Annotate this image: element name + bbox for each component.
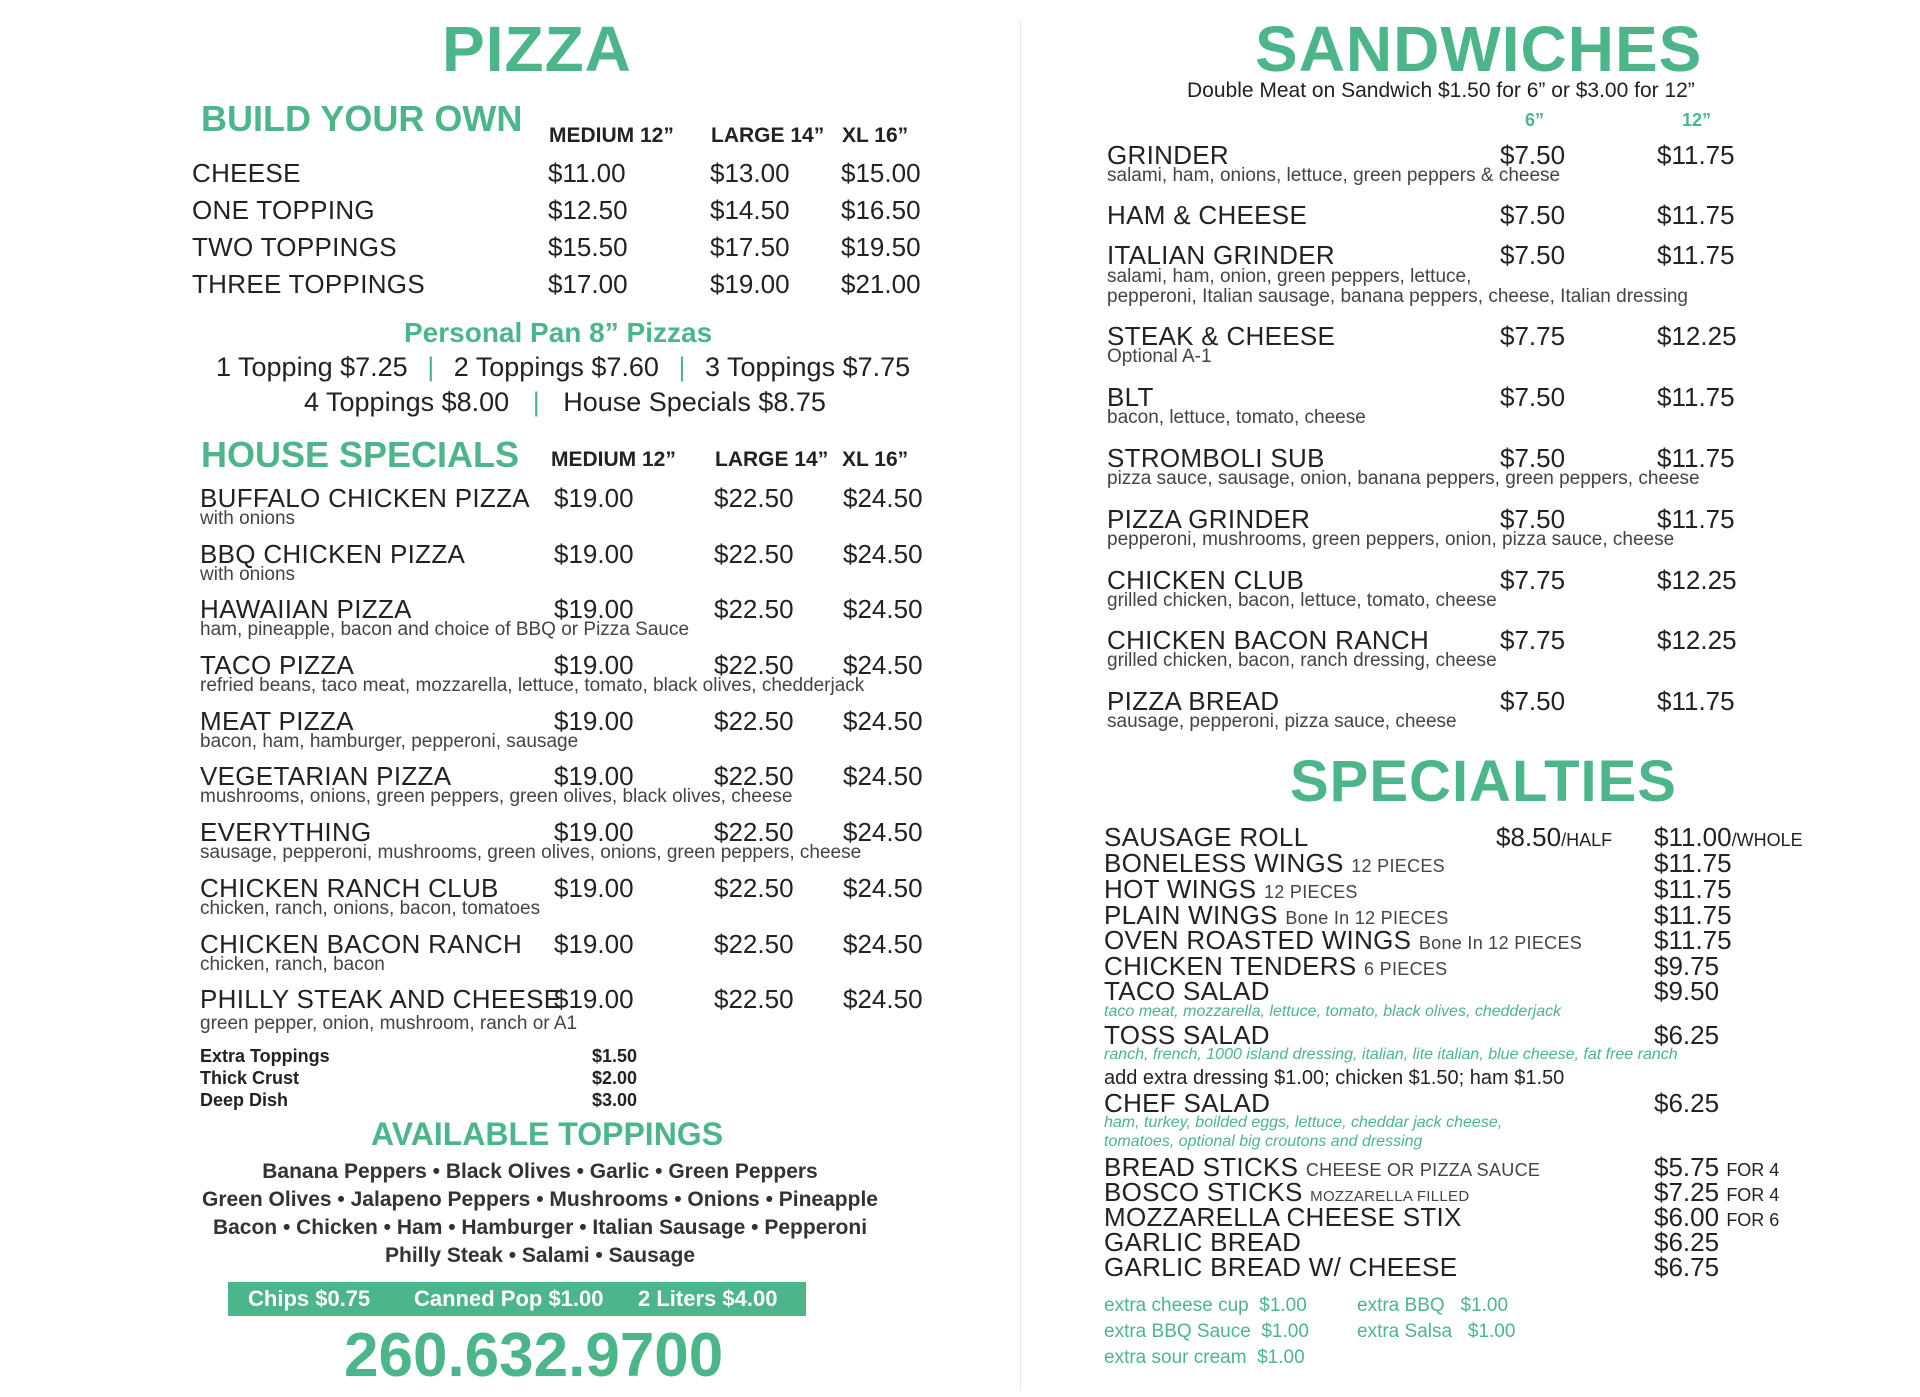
house-price-medium: $19.00 <box>554 761 634 791</box>
extra-item <box>1357 1321 1515 1343</box>
personal-pan-option: House Specials $8.75 <box>563 387 826 417</box>
whole-label: /WHOLE <box>1731 830 1803 850</box>
whole-price: $11.00 <box>1654 822 1732 852</box>
wings-qty: Bone In 12 PIECES <box>1418 933 1583 953</box>
house-price-medium: $19.00 <box>554 817 634 847</box>
wings-qty: Bone In 12 PIECES <box>1285 908 1449 928</box>
house-item-name: TACO PIZZA <box>200 650 355 680</box>
wings-price: $11.75 <box>1654 925 1732 955</box>
extra-name: Thick Crust <box>200 1068 300 1088</box>
chips-price: Chips $0.75 <box>248 1286 371 1311</box>
house-price-large: $22.50 <box>714 873 794 903</box>
separator: | <box>427 352 435 382</box>
house-item-name: HAWAIIAN PIZZA <box>200 594 412 624</box>
byo-price-large: $13.00 <box>710 158 790 188</box>
sandwich-price-6: $7.50 <box>1500 140 1566 170</box>
sandwich-price-12: $11.75 <box>1657 140 1735 170</box>
sandwich-price-12: $11.75 <box>1657 382 1735 412</box>
house-item-name: BBQ CHICKEN PIZZA <box>200 539 466 569</box>
house-col-xl: XL 16” <box>842 448 909 471</box>
sandwich-desc-line-2: pepperoni, Italian sausage, banana peppers, cheese, Italian dressing <box>1107 286 1688 307</box>
specialties-title: SPECIALTIES <box>1290 749 1677 814</box>
chef-salad-price: $6.25 <box>1654 1088 1720 1118</box>
extra-price: $1.00 <box>1259 1295 1307 1316</box>
bread-name: GARLIC BREAD <box>1104 1227 1302 1257</box>
house-item-desc: mushrooms, onions, green peppers, green olives, black olives, cheese <box>200 786 793 807</box>
taco-salad-name: TACO SALAD <box>1104 976 1270 1006</box>
extra-price: $1.50 <box>592 1046 638 1066</box>
personal-pan-line-2 <box>304 387 826 418</box>
house-price-medium: $19.00 <box>554 539 634 569</box>
sandwich-name: STEAK & CHEESE <box>1107 321 1336 351</box>
half-price: $8.50 <box>1496 822 1562 852</box>
house-item-name: PHILLY STEAK AND CHEESE <box>200 984 562 1014</box>
toss-salad-addons: add extra dressing $1.00; chicken $1.50; ham $1.50 <box>1104 1067 1565 1089</box>
house-item-desc: refried beans, taco meat, mozzarella, lettuce, tomato, black olives, chedderjack <box>200 675 865 696</box>
byo-price-xl: $15.00 <box>841 158 921 188</box>
extra-name: Extra Toppings <box>200 1046 330 1066</box>
extra-item <box>1104 1347 1305 1369</box>
house-item-desc: chicken, ranch, onions, bacon, tomatoes <box>200 898 541 919</box>
sandwich-price-6: $7.75 <box>1500 321 1566 351</box>
house-price-large: $22.50 <box>714 539 794 569</box>
sandwich-desc: bacon, lettuce, tomato, cheese <box>1107 407 1366 428</box>
sandwich-price-6: $7.50 <box>1500 200 1566 230</box>
house-price-medium: $19.00 <box>554 873 634 903</box>
extra-name: extra cheese cup <box>1104 1295 1249 1316</box>
extra-name: extra BBQ <box>1357 1295 1445 1316</box>
house-price-medium: $19.00 <box>554 929 634 959</box>
toppings-line: Philly Steak • Salami • Sausage <box>384 1244 696 1267</box>
house-price-large: $22.50 <box>714 483 794 513</box>
byo-col-large: LARGE 14” <box>711 124 825 147</box>
house-item-desc: bacon, ham, hamburger, pepperoni, sausage <box>200 731 579 752</box>
house-price-medium: $19.00 <box>554 706 634 736</box>
separator: | <box>532 387 540 417</box>
sandwich-price-12: $12.25 <box>1657 321 1737 351</box>
toss-salad-price: $6.25 <box>1654 1020 1720 1050</box>
sandwich-price-6: $7.75 <box>1500 625 1566 655</box>
drinks-bar <box>228 1282 806 1316</box>
byo-price-medium: $12.50 <box>548 195 628 225</box>
sandwich-name: GRINDER <box>1107 140 1229 170</box>
sandwich-name: ITALIAN GRINDER <box>1107 240 1335 270</box>
house-item-name: CHICKEN BACON RANCH <box>200 929 523 959</box>
extra-price: $1.00 <box>1261 1321 1309 1342</box>
taco-salad-desc: taco meat, mozzarella, lettuce, tomato, black olives, chedderjack <box>1104 1003 1562 1020</box>
bread-for: FOR 6 <box>1726 1210 1780 1230</box>
byo-price-xl: $21.00 <box>841 269 921 299</box>
byo-price-medium: $17.00 <box>548 269 628 299</box>
toppings-line: Bacon • Chicken • Ham • Hamburger • Italian Sausage • Pepperoni <box>212 1216 868 1239</box>
extra-name: extra Salsa <box>1357 1321 1453 1342</box>
house-price-medium: $19.00 <box>554 984 634 1014</box>
wings-price: $11.75 <box>1654 848 1732 878</box>
available-toppings-title: AVAILABLE TOPPINGS <box>371 1116 724 1152</box>
byo-price-medium: $15.50 <box>548 232 628 262</box>
wings-qty: 12 PIECES <box>1263 882 1358 902</box>
house-col-large: LARGE 14” <box>715 448 829 471</box>
house-price-large: $22.50 <box>714 817 794 847</box>
pizza-title: PIZZA <box>442 13 632 85</box>
sandwich-desc: salami, ham, onion, green peppers, lettuce, <box>1107 266 1472 287</box>
extra-price: $3.00 <box>592 1090 638 1110</box>
bread-name: BREAD STICKS <box>1104 1152 1299 1182</box>
sandwich-desc: sausage, pepperoni, pizza sauce, cheese <box>1107 711 1457 732</box>
phone-number[interactable]: 260.632.9700 <box>344 1321 724 1390</box>
byo-price-large: $19.00 <box>710 269 790 299</box>
house-item-name: VEGETARIAN PIZZA <box>200 761 452 791</box>
house-item-desc: with onions <box>200 564 296 585</box>
sandwich-price-12: $11.75 <box>1657 240 1735 270</box>
build-your-own-title: BUILD YOUR OWN <box>201 98 523 139</box>
sandwich-desc: grilled chicken, bacon, ranch dressing, cheese <box>1107 650 1497 671</box>
personal-pan-option: 4 Toppings $8.00 <box>304 387 510 417</box>
sandwich-price-12: $11.75 <box>1657 200 1735 230</box>
bread-price <box>1654 1252 1719 1283</box>
sandwich-price-12: $12.25 <box>1657 625 1737 655</box>
house-price-xl: $24.50 <box>843 594 923 624</box>
sandwich-price-6: $7.50 <box>1500 686 1566 716</box>
wings-name: OVEN ROASTED WINGS <box>1104 925 1412 955</box>
personal-pan-title: Personal Pan 8” Pizzas <box>404 317 713 348</box>
house-price-xl: $24.50 <box>843 929 923 959</box>
sandwich-col-6: 6” <box>1525 110 1545 130</box>
bread-name: GARLIC BREAD W/ CHEESE <box>1104 1252 1458 1282</box>
sandwich-name: PIZZA BREAD <box>1107 686 1280 716</box>
wings-name: BONELESS WINGS <box>1104 848 1344 878</box>
byo-row-name: TWO TOPPINGS <box>192 232 397 262</box>
sandwich-price-12: $11.75 <box>1657 504 1735 534</box>
personal-pan-line-1 <box>216 352 910 383</box>
house-item-name: EVERYTHING <box>200 817 372 847</box>
extra-price: $1.00 <box>1257 1347 1305 1368</box>
house-item-name: BUFFALO CHICKEN PIZZA <box>200 483 530 513</box>
bread-name: BOSCO STICKS <box>1104 1177 1303 1207</box>
house-col-medium: MEDIUM 12” <box>551 448 676 471</box>
bread-price-value: $6.25 <box>1654 1227 1720 1257</box>
page-fold-divider <box>1020 20 1021 1390</box>
bread-name: MOZZARELLA CHEESE STIX <box>1104 1202 1462 1232</box>
wings-qty: 6 PIECES <box>1364 959 1448 979</box>
byo-price-medium: $11.00 <box>548 158 626 188</box>
byo-col-xl: XL 16” <box>842 124 909 147</box>
sandwich-price-6: $7.50 <box>1500 382 1566 412</box>
byo-price-xl: $16.50 <box>841 195 921 225</box>
sandwich-price-6: $7.50 <box>1500 443 1566 473</box>
byo-row-name: THREE TOPPINGS <box>192 269 425 299</box>
toppings-line: Banana Peppers • Black Olives • Garlic • Green Peppers <box>262 1160 818 1183</box>
sandwich-col-12: 12” <box>1682 110 1712 130</box>
personal-pan-option: 1 Topping $7.25 <box>216 352 408 382</box>
sandwich-desc: grilled chicken, bacon, lettuce, tomato, cheese <box>1107 590 1497 611</box>
extra-item <box>1104 1321 1309 1343</box>
house-price-medium: $19.00 <box>554 483 634 513</box>
house-specials-title: HOUSE SPECIALS <box>201 434 520 475</box>
toss-salad-desc: ranch, french, 1000 island dressing, italian, lite italian, blue cheese, fat free ranch <box>1104 1046 1678 1063</box>
extra-name: extra BBQ Sauce <box>1104 1321 1251 1342</box>
wings-price: $9.75 <box>1654 951 1720 981</box>
wings-name: CHICKEN TENDERS <box>1104 951 1357 981</box>
sandwich-price-6: $7.50 <box>1500 240 1566 270</box>
house-price-xl: $24.50 <box>843 873 923 903</box>
sandwich-price-12: $11.75 <box>1657 686 1735 716</box>
chef-salad-desc-line-2: tomatoes, optional big croutons and dressing <box>1104 1133 1423 1150</box>
house-item-name: CHICKEN RANCH CLUB <box>200 873 499 903</box>
extra-price: $1.00 <box>1460 1295 1509 1316</box>
house-price-xl: $24.50 <box>843 761 923 791</box>
sandwich-desc: salami, ham, onions, lettuce, green peppers & cheese <box>1107 165 1561 186</box>
sandwich-desc: pepperoni, mushrooms, green peppers, onion, pizza sauce, cheese <box>1107 529 1675 550</box>
house-price-large: $22.50 <box>714 706 794 736</box>
house-item-name: MEAT PIZZA <box>200 706 354 736</box>
byo-price-large: $17.50 <box>710 232 790 262</box>
chef-salad-desc: ham, turkey, boilded eggs, lettuce, cheddar jack cheese, <box>1104 1114 1503 1131</box>
sandwich-name: BLT <box>1107 382 1154 412</box>
extra-price: $1.00 <box>1467 1321 1516 1342</box>
sandwich-name: CHICKEN BACON RANCH <box>1107 625 1430 655</box>
house-price-medium: $19.00 <box>554 650 634 680</box>
sandwich-desc: Optional A-1 <box>1107 346 1212 367</box>
bread-price-value: $5.75 <box>1654 1152 1720 1182</box>
sandwich-name: STROMBOLI SUB <box>1107 443 1325 473</box>
house-item-desc: with onions <box>200 508 296 529</box>
bread-price-value: $6.75 <box>1654 1252 1720 1282</box>
house-price-medium: $19.00 <box>554 594 634 624</box>
bread-for: FOR 4 <box>1726 1185 1780 1205</box>
chef-salad-name: CHEF SALAD <box>1104 1088 1271 1118</box>
house-item-desc: ham, pineapple, bacon and choice of BBQ or Pizza Sauce <box>200 619 690 640</box>
toppings-line: Green Olives • Jalapeno Peppers • Mushrooms • Onions • Pineapple <box>202 1188 878 1211</box>
house-price-xl: $24.50 <box>843 650 923 680</box>
sandwich-name: HAM & CHEESE <box>1107 200 1308 230</box>
bread-price-value: $6.00 <box>1654 1202 1720 1232</box>
wings-price: $11.75 <box>1654 874 1732 904</box>
byo-col-medium: MEDIUM 12” <box>549 124 674 147</box>
wings-price: $11.75 <box>1654 900 1732 930</box>
house-price-xl: $24.50 <box>843 817 923 847</box>
house-price-large: $22.50 <box>714 984 794 1014</box>
toss-salad-name: TOSS SALAD <box>1104 1020 1270 1050</box>
two-liters-price: 2 Liters $4.00 <box>638 1286 778 1311</box>
bread-qty: MOZZARELLA FILLED <box>1310 1188 1470 1205</box>
sandwich-desc: pizza sauce, sausage, onion, banana peppers, green peppers, cheese <box>1107 468 1700 489</box>
separator: | <box>678 352 686 382</box>
house-price-xl: $24.50 <box>843 984 923 1014</box>
half-label: /HALF <box>1561 830 1613 850</box>
taco-salad-price: $9.50 <box>1654 976 1720 1006</box>
extra-price: $2.00 <box>592 1068 638 1088</box>
wings-qty: 12 PIECES <box>1351 856 1445 876</box>
house-price-xl: $24.50 <box>843 539 923 569</box>
byo-row-name: CHEESE <box>192 158 301 188</box>
sausage-roll-name: SAUSAGE ROLL <box>1104 822 1309 852</box>
wings-name: PLAIN WINGS <box>1104 900 1278 930</box>
sandwich-name: CHICKEN CLUB <box>1107 565 1305 595</box>
house-item-desc: green pepper, onion, mushroom, ranch or A1 <box>200 1013 578 1034</box>
sandwich-price-6: $7.50 <box>1500 504 1566 534</box>
house-price-xl: $24.50 <box>843 706 923 736</box>
sandwich-name: PIZZA GRINDER <box>1107 504 1311 534</box>
bread-for: FOR 4 <box>1726 1160 1780 1180</box>
house-item-desc: sausage, pepperoni, mushrooms, green olives, onions, green peppers, cheese <box>200 842 862 863</box>
sandwich-price-12: $11.75 <box>1657 443 1735 473</box>
canned-pop-price: Canned Pop $1.00 <box>414 1286 604 1311</box>
house-price-large: $22.50 <box>714 929 794 959</box>
byo-price-xl: $19.50 <box>841 232 921 262</box>
extra-item <box>1104 1295 1307 1317</box>
house-price-xl: $24.50 <box>843 483 923 513</box>
sandwiches-title: SANDWICHES <box>1255 13 1703 85</box>
double-meat-note: Double Meat on Sandwich $1.50 for 6” or $3.00 for 12” <box>1187 79 1695 102</box>
extra-item <box>1357 1295 1508 1317</box>
bread-qty: CHEESE OR PIZZA SAUCE <box>1305 1160 1541 1180</box>
extra-name: Deep Dish <box>200 1090 289 1110</box>
sausage-roll-half-price <box>1496 822 1612 853</box>
house-price-large: $22.50 <box>714 594 794 624</box>
personal-pan-option: 3 Toppings $7.75 <box>704 352 911 382</box>
sandwich-price-12: $12.25 <box>1657 565 1737 595</box>
house-price-large: $22.50 <box>714 650 794 680</box>
personal-pan-option: 2 Toppings $7.60 <box>453 352 659 382</box>
byo-row-name: ONE TOPPING <box>192 195 375 225</box>
sandwich-price-6: $7.75 <box>1500 565 1566 595</box>
extra-name: extra sour cream <box>1104 1347 1247 1368</box>
bread-price-value: $7.25 <box>1654 1177 1720 1207</box>
house-price-large: $22.50 <box>714 761 794 791</box>
bread-item <box>1104 1252 1457 1283</box>
byo-price-large: $14.50 <box>710 195 790 225</box>
wings-name: HOT WINGS <box>1104 874 1257 904</box>
house-item-desc: chicken, ranch, bacon <box>200 954 385 975</box>
